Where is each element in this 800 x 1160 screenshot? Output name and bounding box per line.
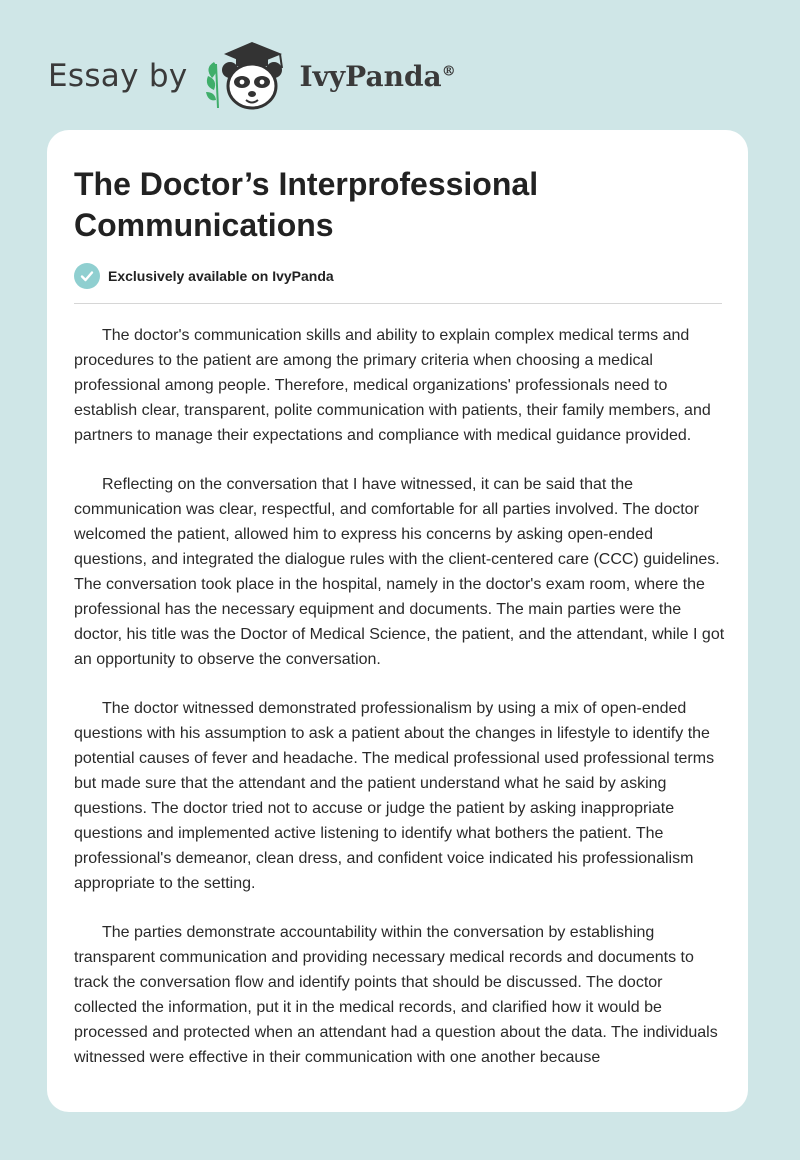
panda-graduate-icon[interactable] (202, 38, 294, 114)
essay-paragraph: The doctor witnessed demonstrated professionalism by using a mix of open-ended questions with his assumption to ask a patient about the changes in lifestyle to identify the potential causes of fever and headache. The medical professional used professional terms but made sure that the attendant and the patient understand what he said by asking questions. The doctor tried not to accuse or judge the patient by asking inappropriate questions and implemented active listening to identify what bothers the patient. The professional's demeanor, clean dress, and confident voice indicated his professionalism appropriate to the setting. (74, 700, 715, 892)
brand-name[interactable]: IvyPanda® (299, 59, 456, 93)
essay-card (47, 130, 748, 1112)
divider (74, 303, 722, 304)
check-icon (74, 263, 100, 289)
exclusive-badge (74, 263, 334, 289)
essay-paragraph: Reflecting on the conversation that I have witnessed, it can be said that the communication was clear, respectful, and comfortable for all parties involved. The doctor welcomed the patient, allowed him to express his concerns by asking open-ended questions, and integrated the dialogue rules with the client-centered care (CCC) guidelines. The conversation took place in the hospital, namely in the doctor's exam room, where the professional has the necessary equipment and documents. The main parties were the doctor, his title was the Doctor of Medical Science, the patient, and the attendant, while I got an opportunity to observe the conversation. (74, 476, 725, 668)
registered-mark: ® (441, 63, 456, 80)
brand-prefix: Essay by (48, 58, 188, 94)
badge-text: Exclusively available on IvyPanda (108, 268, 334, 284)
site-header (48, 36, 456, 116)
essay-body (74, 323, 726, 1094)
essay-paragraph: The doctor's communication skills and ability to explain complex medical terms and procedures to the patient are among the primary criteria when choosing a medical professional among people. Therefore, medical organizations' professionals need to establish clear, transparent, polite communication with patients, their family members, and partners to manage their expectations and compliance with medical guidance provided. (74, 327, 711, 444)
essay-title: The Doctor’s Interprofessional Communications (74, 166, 539, 243)
essay-paragraph: The parties demonstrate accountability within the conversation by establishing transparent communication and providing necessary medical records and documents to track the conversation flow and identify points that should be discussed. The doctor collected the information, put it in the medical records, and clarified how it would be processed and protected when an attendant had a question about the data. The individuals witnessed were effective in their communication with one another because (74, 924, 718, 1066)
